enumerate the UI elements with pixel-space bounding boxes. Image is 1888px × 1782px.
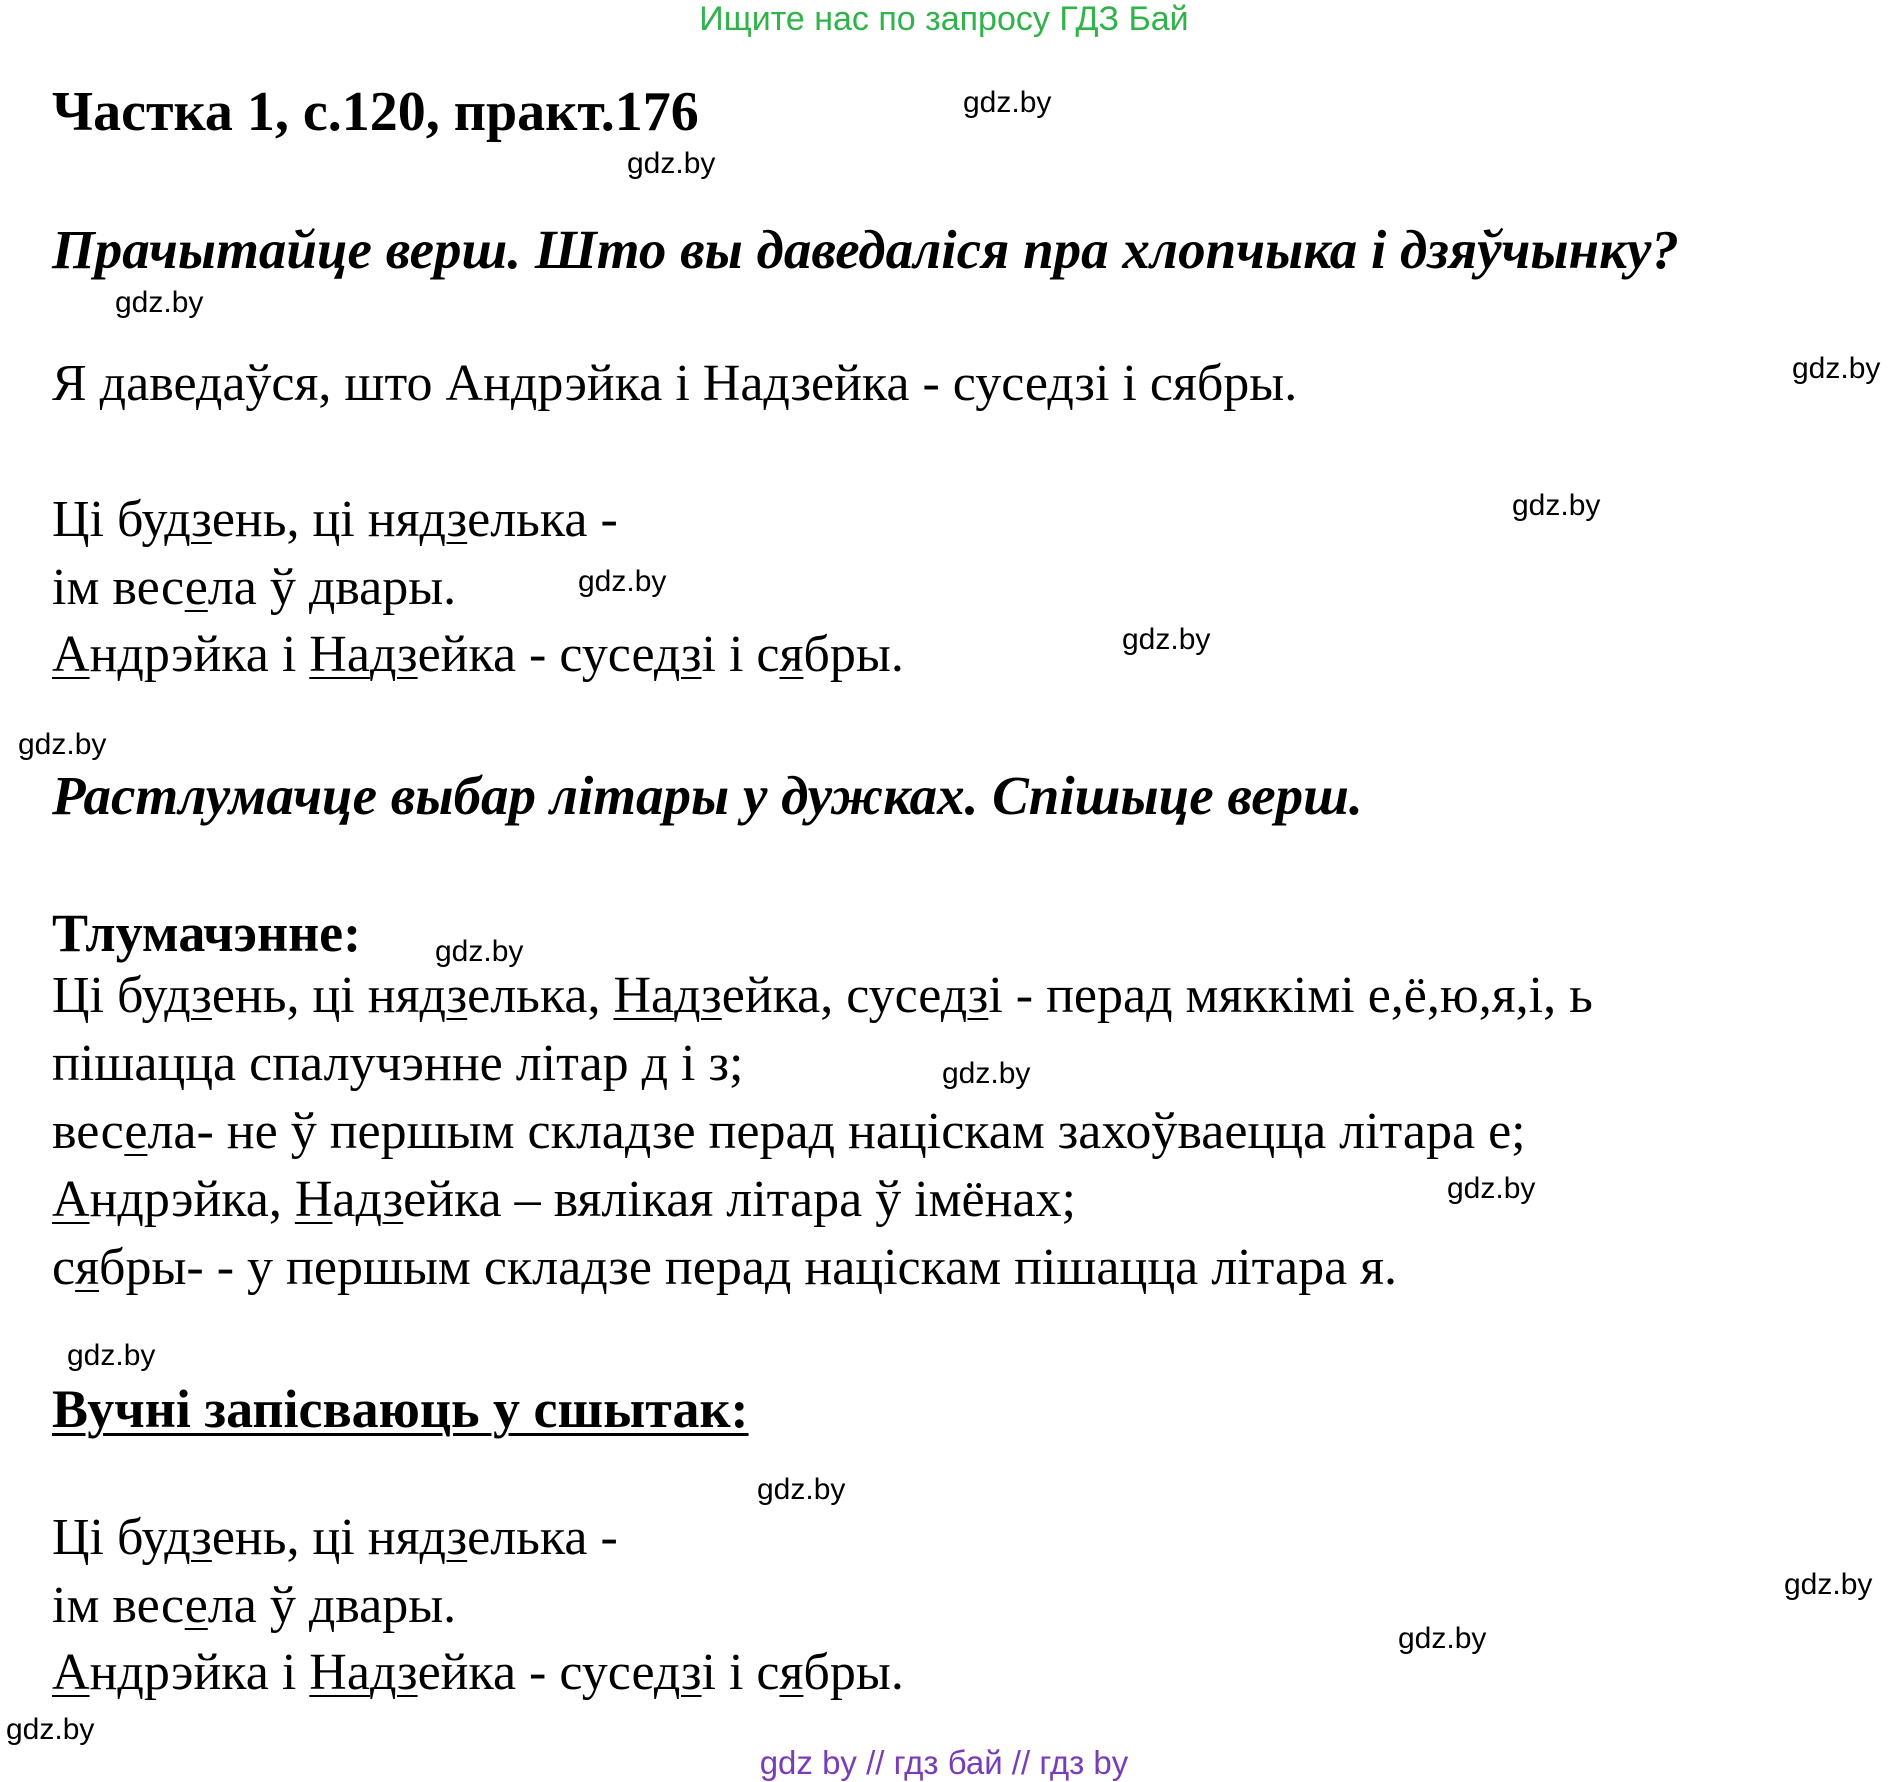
footer-links[interactable]: gdz by // гдз бай // гдз by (759, 1744, 1129, 1781)
task-1-heading: Прачытайце верш. Што вы даведаліся пра хлопчыка і дзяўчынку? (52, 219, 1679, 280)
poem-copy-line-3 (52, 1644, 904, 1701)
page-title: Частка 1, с.120, практ.176 (52, 81, 699, 143)
watermark: gdz.by (1122, 623, 1211, 656)
text-fragment: Ці бу (52, 491, 165, 548)
poem-copy-line-2 (52, 1577, 457, 1634)
underlined-letters: дз (419, 1509, 468, 1566)
watermark: gdz.by (67, 1339, 156, 1372)
underlined-letters: я (75, 1239, 100, 1296)
text-fragment: ла- не ў першым складзе перад націскам захоўваецца літара е; (147, 1103, 1526, 1160)
explanation-line-5 (52, 1239, 1398, 1296)
text-fragment: ндрэйка і (89, 1644, 310, 1701)
text-fragment: а (332, 1171, 356, 1228)
text-fragment: і і с (701, 1644, 780, 1701)
poem-line-3 (52, 626, 904, 683)
underlined-letters: е (124, 1103, 148, 1160)
watermark: gdz.by (6, 1713, 95, 1746)
copy-heading-text: Вучні запісваюць у сшытак: (52, 1379, 749, 1439)
poem-copy-line-1 (52, 1509, 618, 1566)
text-fragment: ень, ці ня (211, 491, 420, 548)
watermark: gdz.by (757, 1473, 846, 1506)
text-fragment: елька, (467, 967, 614, 1024)
task-2-heading: Растлумачце выбар літары у дужках. Спішыце верш. (52, 765, 1363, 826)
text-fragment: ейка, сусе (721, 967, 941, 1024)
text-fragment: с (52, 1239, 76, 1296)
underlined-letters: дз (369, 1644, 418, 1701)
text-fragment: ень, ці ня (211, 967, 420, 1024)
underlined-letters: дз (653, 1644, 702, 1701)
explanation-line-1 (52, 967, 1593, 1024)
watermark: gdz.by (942, 1057, 1031, 1090)
poem-line-2 (52, 559, 457, 616)
underlined-letters: дз (940, 967, 989, 1024)
text-fragment: елька - (467, 1509, 618, 1566)
underlined-letters: На (613, 967, 675, 1024)
explanation-heading: Тлумачэнне: (52, 903, 362, 963)
underlined-letters: На (309, 626, 370, 683)
underlined-letters: А (52, 1644, 90, 1701)
underlined-letters: я (779, 1644, 804, 1701)
underlined-letters: дз (419, 967, 468, 1024)
watermark: gdz.by (963, 86, 1052, 119)
text-fragment: ндрэйка і (89, 626, 310, 683)
header-banner[interactable]: Ищите нас по запросу ГДЗ Бай (699, 0, 1189, 38)
underlined-letters: я (779, 626, 804, 683)
watermark: gdz.by (578, 565, 667, 598)
explanation-line-2: пішацца спалучэнне літар д і з; (52, 1035, 744, 1092)
underlined-letters: е (184, 559, 208, 616)
text-fragment: Ці бу (52, 1509, 165, 1566)
underlined-letters: е (184, 1577, 208, 1634)
text-fragment: Ці бу (52, 967, 165, 1024)
text-fragment: ейка - сусе (417, 626, 654, 683)
text-fragment: ім вес (52, 1577, 185, 1634)
watermark: gdz.by (1398, 1622, 1487, 1655)
text-fragment: бры. (803, 1644, 904, 1701)
text-fragment: ндрэйка, (89, 1171, 295, 1228)
underlined-letters: А (52, 626, 90, 683)
watermark: gdz.by (18, 728, 107, 761)
underlined-letters: дз (419, 491, 468, 548)
underlined-letters: А (52, 1171, 90, 1228)
underlined-letters: На (309, 1644, 370, 1701)
text-fragment: ла ў двары. (207, 1577, 457, 1634)
text-fragment: ла ў двары. (207, 559, 457, 616)
text-fragment: елька - (467, 491, 618, 548)
underlined-letters: дз (369, 626, 418, 683)
explanation-line-3 (52, 1103, 1526, 1160)
text-fragment: ім вес (52, 559, 185, 616)
text-fragment: вес (52, 1103, 125, 1160)
text-fragment: бры- - у першым складзе перад націскам пішацца літара я. (99, 1239, 1398, 1296)
watermark: gdz.by (627, 147, 716, 180)
text-fragment: і і с (701, 626, 780, 683)
text-fragment: ейка - сусе (417, 1644, 654, 1701)
underlined-letters: дз (653, 626, 702, 683)
underlined-letters: дз (674, 967, 722, 1024)
answer-1: Я даведаўся, што Андрэйка і Надзейка - суседзі і сябры. (52, 355, 1298, 412)
watermark: gdz.by (1447, 1172, 1536, 1205)
text-fragment: ейка – вялікая літара ў імёнах; (403, 1171, 1076, 1228)
underlined-letters: дз (164, 491, 212, 548)
underlined-letters: дз (355, 1171, 404, 1228)
text-fragment: і - перад мяккімі е,ё,ю,я,і, ь (988, 967, 1593, 1024)
text-fragment: бры. (803, 626, 904, 683)
watermark: gdz.by (1512, 489, 1601, 522)
copy-heading (52, 1378, 749, 1440)
underlined-letters: дз (164, 967, 212, 1024)
watermark: gdz.by (1784, 1568, 1873, 1601)
watermark: gdz.by (115, 286, 204, 319)
poem-line-1 (52, 491, 618, 548)
explanation-line-4 (52, 1171, 1076, 1228)
text-fragment: ень, ці ня (211, 1509, 420, 1566)
underlined-letters: дз (164, 1509, 212, 1566)
watermark: gdz.by (435, 935, 524, 968)
watermark: gdz.by (1792, 352, 1881, 385)
underlined-letters: Н (294, 1171, 333, 1228)
